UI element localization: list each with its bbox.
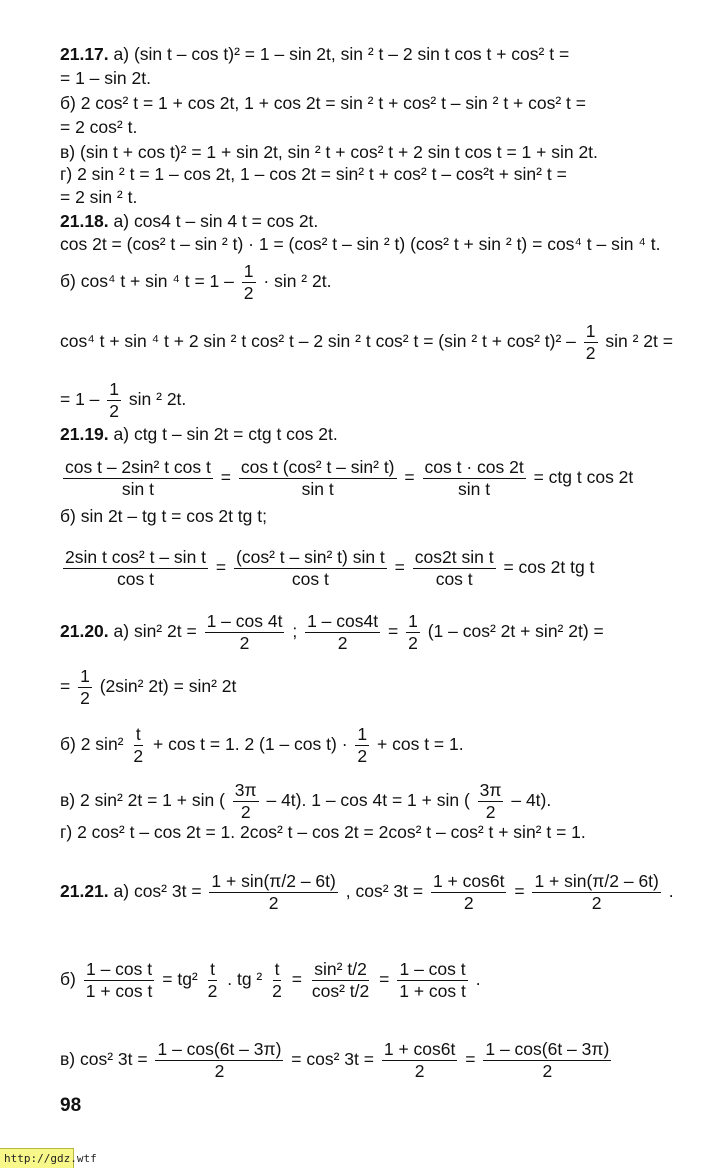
text: = cos² 3t = [291,1049,374,1070]
text: sin ² 2t = [605,331,673,352]
line-21-18b-proof [60,322,673,363]
equals: = [404,467,415,488]
numerator: cos t (cos² t – sin² t) [240,457,395,477]
fraction [234,548,387,589]
line-21-19b-proof [60,548,594,589]
fraction-one-half [406,612,420,653]
denominator: 2 [80,688,90,708]
text: = tg² [162,969,198,990]
fraction [397,960,468,1001]
denominator: 2 [109,401,120,421]
line-21-18a-proof: cos 2t = (cos² t – sin ² t) · 1 = (cos² t – sin ² t) (cos² t + sin ² t) = cos⁴ t – sin ⁴ t. [60,234,661,254]
text: = cos 2t tg t [503,557,595,578]
numerator: t [135,724,141,744]
numerator: 1 + sin(π/2 – 6t) [211,871,336,891]
denominator: cos² t/2 [311,981,370,1001]
line-21-21b [60,960,481,1001]
denominator: 2 [591,893,602,913]
line-21-19a-proof [60,458,633,499]
denominator: 2 [485,802,496,822]
numerator: 1 – cos 4t [206,611,283,631]
equals: = [215,557,227,578]
fraction [483,1040,611,1081]
line-21-17g-cont: = 2 sin ² t. [60,187,138,207]
line-21-17g: г) 2 sin ² t = 1 – cos 2t, 1 – cos 2t = sin² t + cos² t – cos²t + sin² t = [60,164,567,184]
line-21-19a: 21.19. а) ctg t – sin 2t = ctg t cos 2t. [60,424,338,444]
equals: = [379,969,390,990]
text: + cos t = 1. [377,734,464,755]
equals: = [465,1049,476,1070]
fraction-one-half [242,262,256,303]
numerator: 1 [357,724,368,744]
equals: = [220,467,231,488]
numerator: (cos² t – sin² t) sin t [236,547,385,567]
denominator: 2 [272,981,282,1001]
line-21-17v: в) (sin t + cos t)² = 1 + sin 2t, sin ² t + cos² t + 2 sin t cos t = 1 + sin 2t. [60,142,598,162]
numerator: 1 [408,611,418,631]
line-21-20b [60,725,464,766]
denominator: 2 [133,746,144,766]
problem-number: 21.20. [60,621,109,642]
line-21-17a: 21.17. а) (sin t – cos t)² = 1 – sin 2t, sin ² t – 2 sin t cos t + cos² t = [60,44,570,64]
denominator: cos t [291,569,329,589]
numerator: 3π [479,780,502,800]
denominator: 1 + cos t [399,981,466,1001]
line-21-21a [60,872,674,913]
fraction [209,872,337,913]
text: cos⁴ t + sin ⁴ t + 2 sin ² t cos² t – 2 sin ² t cos² t = (sin ² t + cos² t)² – [60,331,576,352]
text: в) cos² 3t = [60,1049,148,1070]
numerator: 3π [234,780,257,800]
denominator: sin t [458,479,491,499]
text: · sin ² 2t. [263,271,332,292]
text: , cos² 3t = [345,881,424,902]
equals: = [514,881,525,902]
period: . [475,969,481,990]
fraction [63,458,213,499]
text: (2sin² 2t) = sin² 2t [99,676,237,697]
numerator: 1 – cos(6t – 3π) [485,1039,610,1059]
numerator: 1 [80,666,90,686]
fraction-3pi-half [233,781,259,822]
fraction [413,548,496,589]
numerator: 1 – cos t [85,959,153,979]
numerator: cos t – 2sin² t cos t [65,457,211,477]
denominator: 2 [337,633,348,653]
fraction-t-half [270,960,284,1001]
text: б) [60,969,76,990]
text: + cos t = 1. 2 (1 – cos t) · [153,734,348,755]
denominator: 2 [240,802,251,822]
denominator: sin t [121,479,154,499]
page-number: 98 [60,1095,82,1116]
fraction [431,872,507,913]
numerator: cos2t sin t [414,547,494,567]
problem-number: 21.17. [60,44,109,64]
line-21-21v [60,1040,614,1081]
numerator: 2sin t cos² t – sin t [65,547,207,567]
fraction [310,960,371,1001]
equals: = [394,557,405,578]
numerator: t [210,959,215,979]
fraction [532,872,660,913]
line-21-20g: г) 2 cos² t – cos 2t = 1. 2cos² t – cos 2t = 2cos² t – cos² t + sin² t = 1. [60,822,586,842]
denominator: 2 [207,981,218,1001]
denominator: 2 [357,746,368,766]
fraction-t-half [131,725,145,766]
fraction-one-half [107,380,121,421]
numerator: cos t · cos 2t [424,457,524,477]
problem-number: 21.18. [60,211,109,231]
text: = ctg t cos 2t [533,467,634,488]
denominator: 2 [243,283,254,303]
problem-number: 21.19. [60,424,109,444]
fraction [239,458,397,499]
semicolon: ; [292,621,298,642]
line-21-17b-cont: = 2 cos² t. [60,117,138,137]
equals: = [387,621,399,642]
text: б) cos⁴ t + sin ⁴ t = 1 – [60,271,234,292]
numerator: 1 – cos4t [307,611,379,631]
line-21-20a-result [60,667,236,708]
denominator: cos t [435,569,473,589]
line-21-17a-cont: = 1 – sin 2t. [60,68,151,88]
text: 21.21. а) cos² 3t = [60,881,202,902]
fraction [382,1040,458,1081]
denominator: 2 [414,1061,425,1081]
text: – 4t). 1 – cos 4t = 1 + sin ( [266,790,470,811]
text: б) 2 sin² [60,734,124,755]
fraction [155,1040,283,1081]
line-21-18b-result [60,380,186,421]
fraction [205,612,285,653]
text: (1 – cos² 2t + sin² 2t) = [427,621,604,642]
watermark-link[interactable]: http://gdz.wtf [0,1148,74,1168]
denominator: 2 [239,633,250,653]
text: в) 2 sin² 2t = 1 + sin ( [60,790,225,811]
fraction [305,612,380,653]
denominator: 2 [214,1061,225,1081]
denominator: sin t [301,479,334,499]
line-21-20v [60,781,551,822]
line-21-18b [60,262,331,303]
fraction-3pi-half [478,781,504,822]
numerator: 1 [243,261,254,281]
fraction-one-half [355,725,369,766]
numerator: 1 + cos6t [383,1039,456,1059]
denominator: 2 [463,893,474,913]
fraction-t-half [206,960,220,1001]
numerator: 1 [109,379,120,399]
numerator: 1 [585,321,596,341]
fraction [423,458,526,499]
denominator: 2 [268,893,279,913]
numerator: 1 + cos6t [432,871,505,891]
text: . tg ² [227,969,263,990]
denominator: 1 + cos t [85,981,153,1001]
text: – 4t). [511,790,552,811]
line-21-17b: б) 2 cos² t = 1 + cos 2t, 1 + cos 2t = sin ² t + cos² t – sin ² t + cos² t = [60,93,586,113]
problem-number: 21.21. [60,881,109,902]
numerator: 1 – cos t [399,959,466,979]
numerator: 1 – cos(6t – 3π) [157,1039,282,1059]
line-21-20a [60,612,604,653]
denominator: 2 [542,1061,553,1081]
fraction [84,960,155,1001]
text: 21.20. а) sin² 2t = [60,621,197,642]
line-21-18a: 21.18. а) cos4 t – sin 4 t = cos 2t. [60,211,319,231]
equals: = [291,969,302,990]
denominator: 2 [408,633,418,653]
text: = 1 – [60,389,100,410]
line-21-19b: б) sin 2t – tg t = cos 2t tg t; [60,506,267,526]
period: . [668,881,674,902]
numerator: 1 + sin(π/2 – 6t) [534,871,659,891]
equals: = [60,676,71,697]
fraction-one-half [584,322,598,363]
fraction-one-half [78,667,92,708]
numerator: sin² t/2 [314,959,367,979]
text: sin ² 2t. [128,389,187,410]
denominator: cos t [117,569,154,589]
denominator: 2 [585,343,596,363]
numerator: t [274,959,280,979]
fraction [63,548,208,589]
